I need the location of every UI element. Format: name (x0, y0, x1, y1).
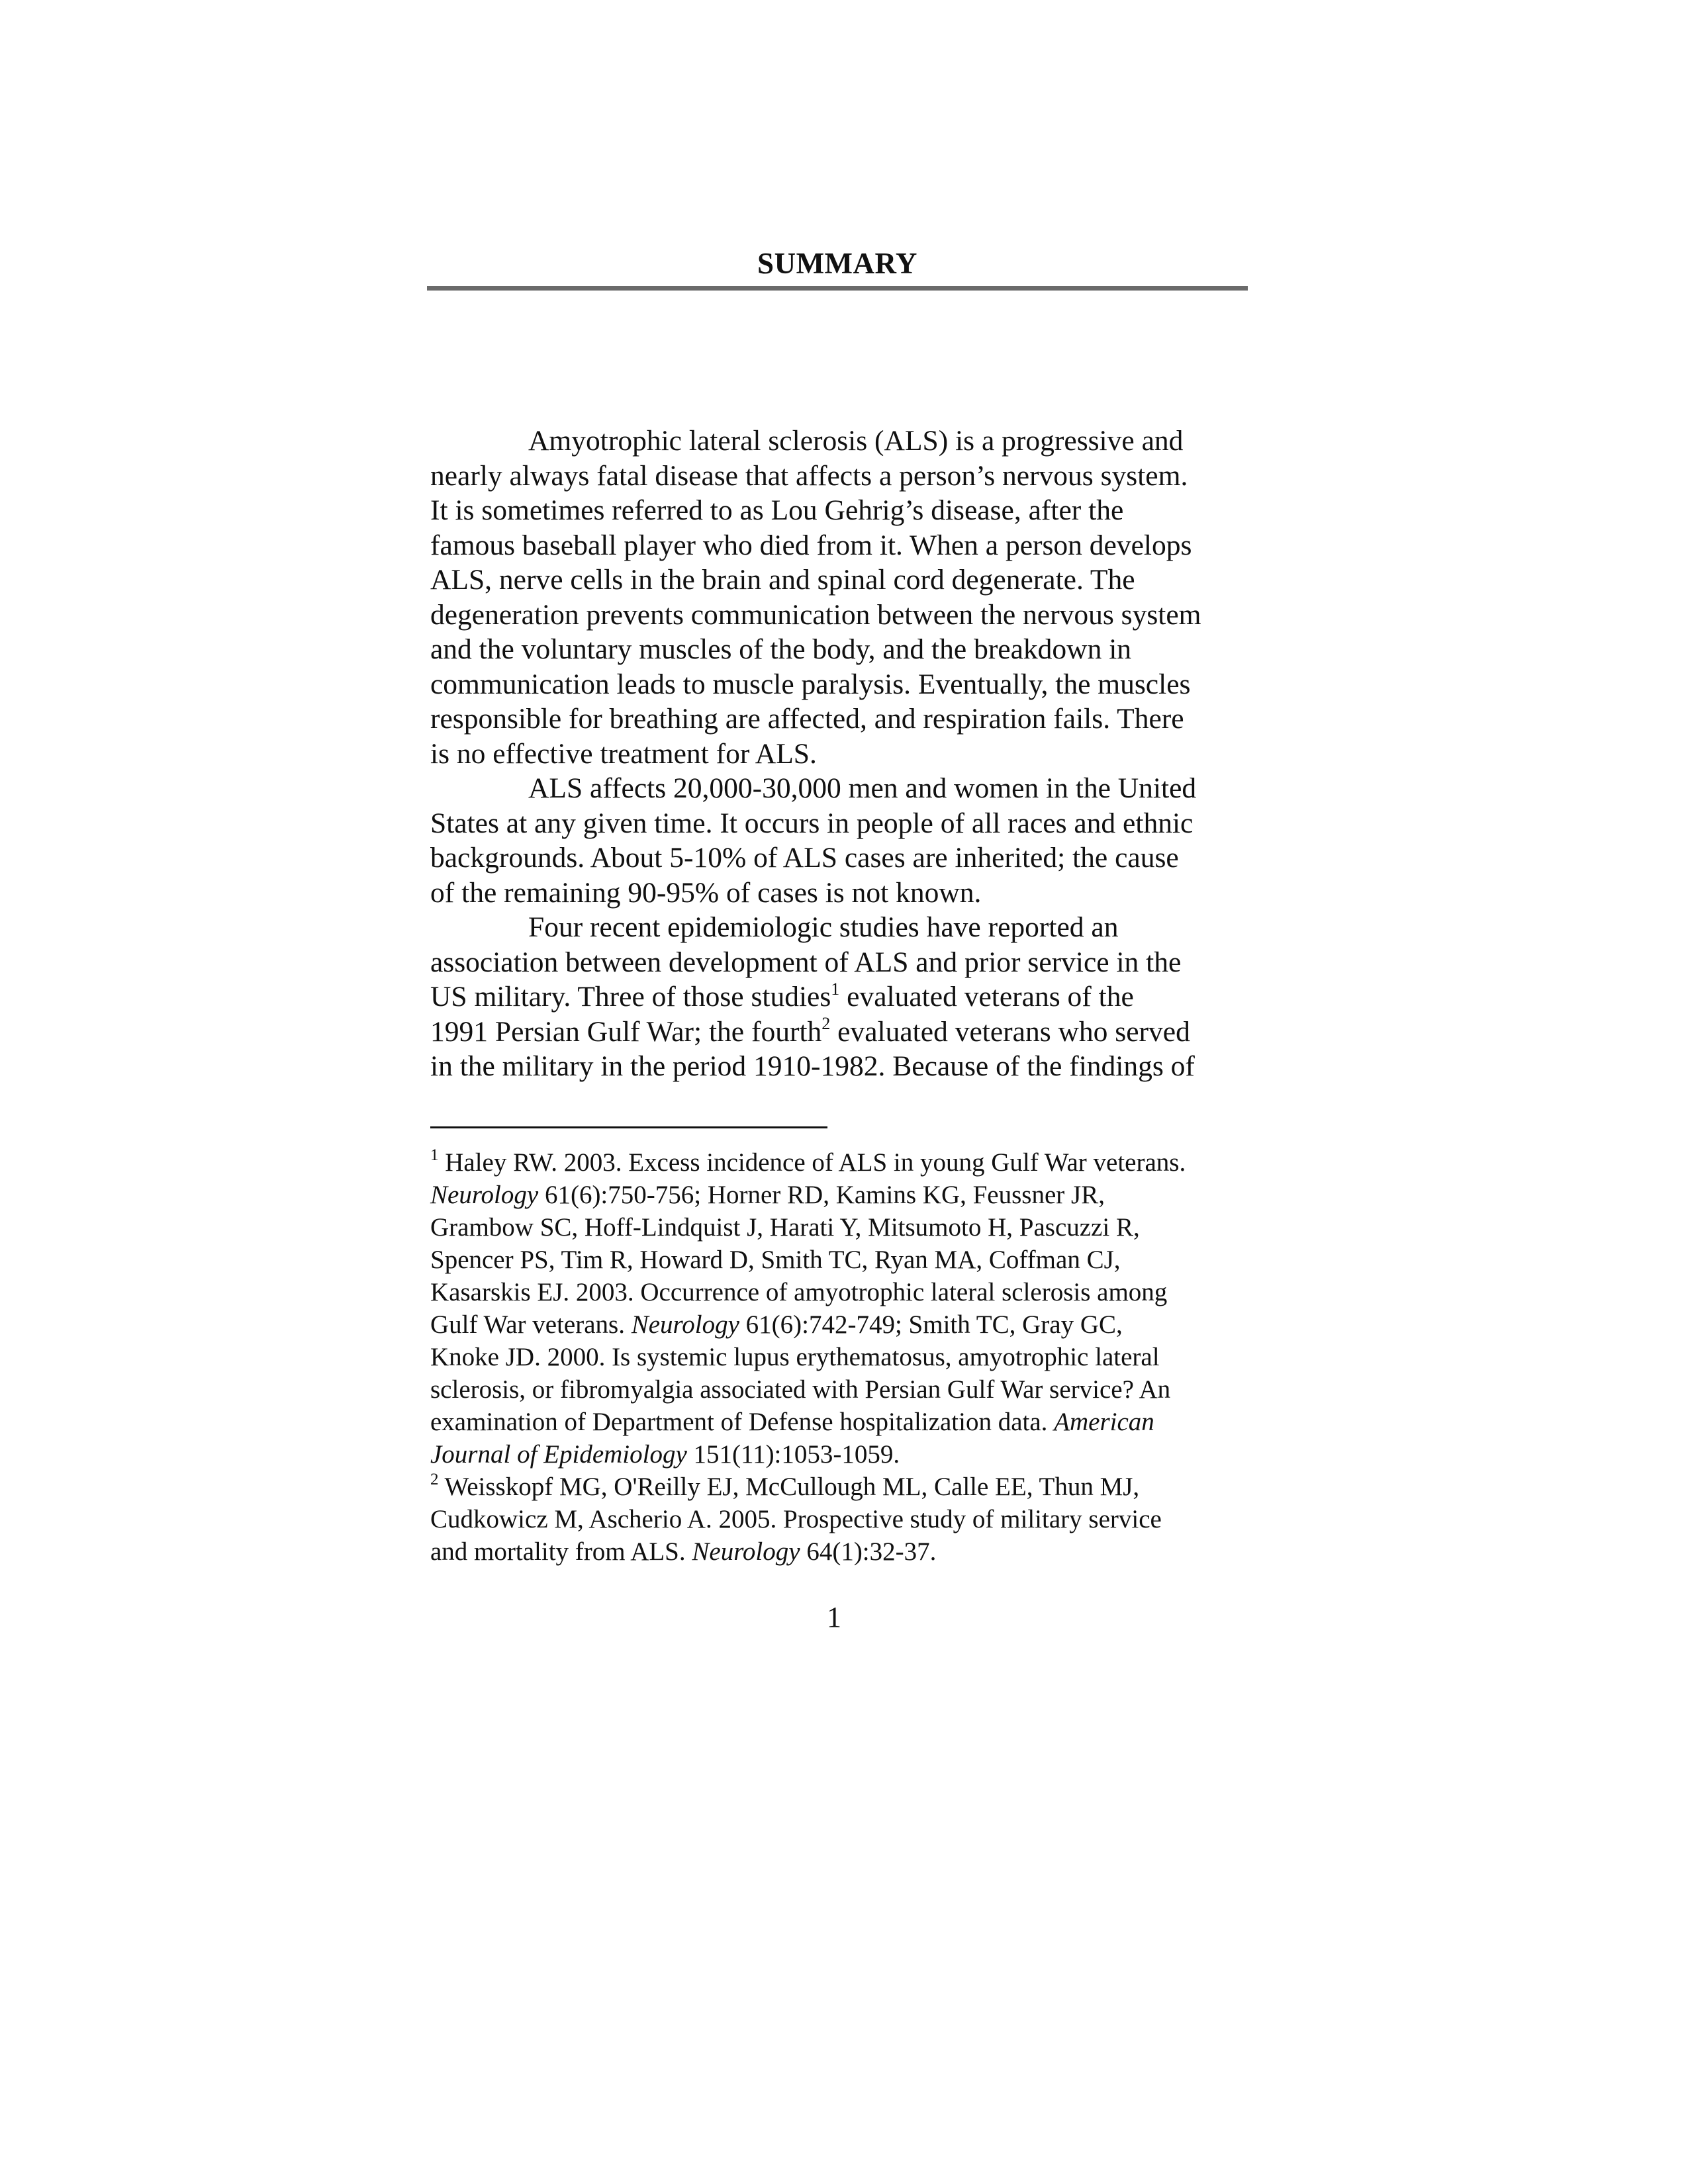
body-line: in the military in the period 1910-1982. Because of the findings of (430, 1050, 1195, 1082)
page-number: 1 (827, 1601, 841, 1633)
footnote-text: 64(1):32-37. (800, 1537, 937, 1566)
body-line: communication leads to muscle paralysis. Eventually, the muscles (430, 668, 1191, 700)
footnote-line: sclerosis, or fibromyalgia associated with Persian Gulf War service? An (430, 1375, 1171, 1404)
footnote-line (430, 1179, 1251, 1211)
footnotes (430, 1146, 1251, 1568)
footnote-text: Gulf War veterans. (430, 1310, 632, 1339)
footnote-text: examination of Department of Defense hospitalization data. (430, 1408, 1055, 1436)
journal-title: Neurology (430, 1181, 539, 1209)
footnote-line (430, 1406, 1251, 1438)
body-line: ALS affects 20,000-30,000 men and women in the United (528, 772, 1197, 804)
body-line: States at any given time. It occurs in people of all races and ethnic (430, 807, 1194, 839)
body-line: responsible for breathing are affected, and respiration fails. There (430, 703, 1184, 735)
body-line: association between development of ALS and prior service in the (430, 946, 1182, 978)
body-line: ALS, nerve cells in the brain and spinal cord degenerate. The (430, 564, 1135, 596)
body-line: degeneration prevents communication between the nervous system (430, 598, 1201, 631)
journal-title: Neurology (631, 1310, 739, 1339)
footnote-text: and mortality from ALS. (430, 1537, 692, 1566)
footnote-line (430, 1535, 1251, 1568)
footnote-line: Spencer PS, Tim R, Howard D, Smith TC, Ryan MA, Coffman CJ, (430, 1246, 1121, 1274)
footnote-text: Haley RW. 2003. Excess incidence of ALS in young Gulf War veterans. (438, 1148, 1186, 1177)
body-text-span: evaluated veterans who served (830, 1015, 1190, 1048)
journal-title: Neurology (692, 1537, 800, 1566)
footnote-text: 61(6):750-756; Horner RD, Kamins KG, Feussner JR, (538, 1181, 1105, 1209)
footnote-line: Knoke JD. 2000. Is systemic lupus erythematosus, amyotrophic lateral (430, 1343, 1160, 1371)
journal-title: Journal of Epidemiology (430, 1440, 687, 1469)
body-line: backgrounds. About 5-10% of ALS cases are inherited; the cause (430, 842, 1179, 874)
footnote-text: 61(6):742-749; Smith TC, Gray GC, (739, 1310, 1123, 1339)
footnote-ref-2: 2 (821, 1014, 831, 1033)
footnote-line (430, 1438, 1251, 1471)
body-line: It is sometimes referred to as Lou Gehrig’s disease, after the (430, 494, 1124, 526)
footnote-text: 151(11):1053-1059. (686, 1440, 900, 1469)
footnote-line: Grambow SC, Hoff-Lindquist J, Harati Y, Mitsumoto H, Pascuzzi R, (430, 1213, 1140, 1242)
footnote-marker-2: 2 (430, 1471, 439, 1488)
summary-body (430, 424, 1244, 1084)
body-line (430, 979, 1244, 1015)
body-line: Amyotrophic lateral sclerosis (ALS) is a progressive and (528, 425, 1184, 457)
body-line: and the voluntary muscles of the body, and the breakdown in (430, 633, 1132, 665)
body-text-span: 1991 Persian Gulf War; the fourth (430, 1015, 822, 1048)
body-line: nearly always fatal disease that affects a person’s nervous system. (430, 459, 1188, 492)
footnote-line (430, 1471, 1251, 1503)
footnote-separator (430, 1126, 827, 1128)
journal-title: American (1054, 1408, 1154, 1436)
body-line: Four recent epidemiologic studies have reported an (528, 911, 1119, 943)
body-text-span: US military. Three of those studies (430, 981, 831, 1013)
footnote-text: Weisskopf MG, O'Reilly EJ, McCullough ML, Calle EE, Thun MJ, (438, 1473, 1140, 1501)
footnote-line (430, 1146, 1251, 1179)
page-title: SUMMARY (757, 247, 917, 280)
footnote-line: Kasarskis EJ. 2003. Occurrence of amyotrophic lateral sclerosis among (430, 1278, 1168, 1306)
title-underline (427, 286, 1248, 291)
footnote-marker-1: 1 (430, 1146, 439, 1164)
body-line (430, 1015, 1244, 1050)
body-line: of the remaining 90-95% of cases is not known. (430, 876, 982, 909)
body-line: famous baseball player who died from it. When a person develops (430, 529, 1192, 561)
footnote-ref-1: 1 (831, 979, 840, 999)
footnote-line (430, 1308, 1251, 1341)
body-text-span: evaluated veterans of the (839, 981, 1134, 1013)
footnote-line: Cudkowicz M, Ascherio A. 2005. Prospective study of military service (430, 1505, 1162, 1533)
body-line: is no effective treatment for ALS. (430, 737, 817, 770)
